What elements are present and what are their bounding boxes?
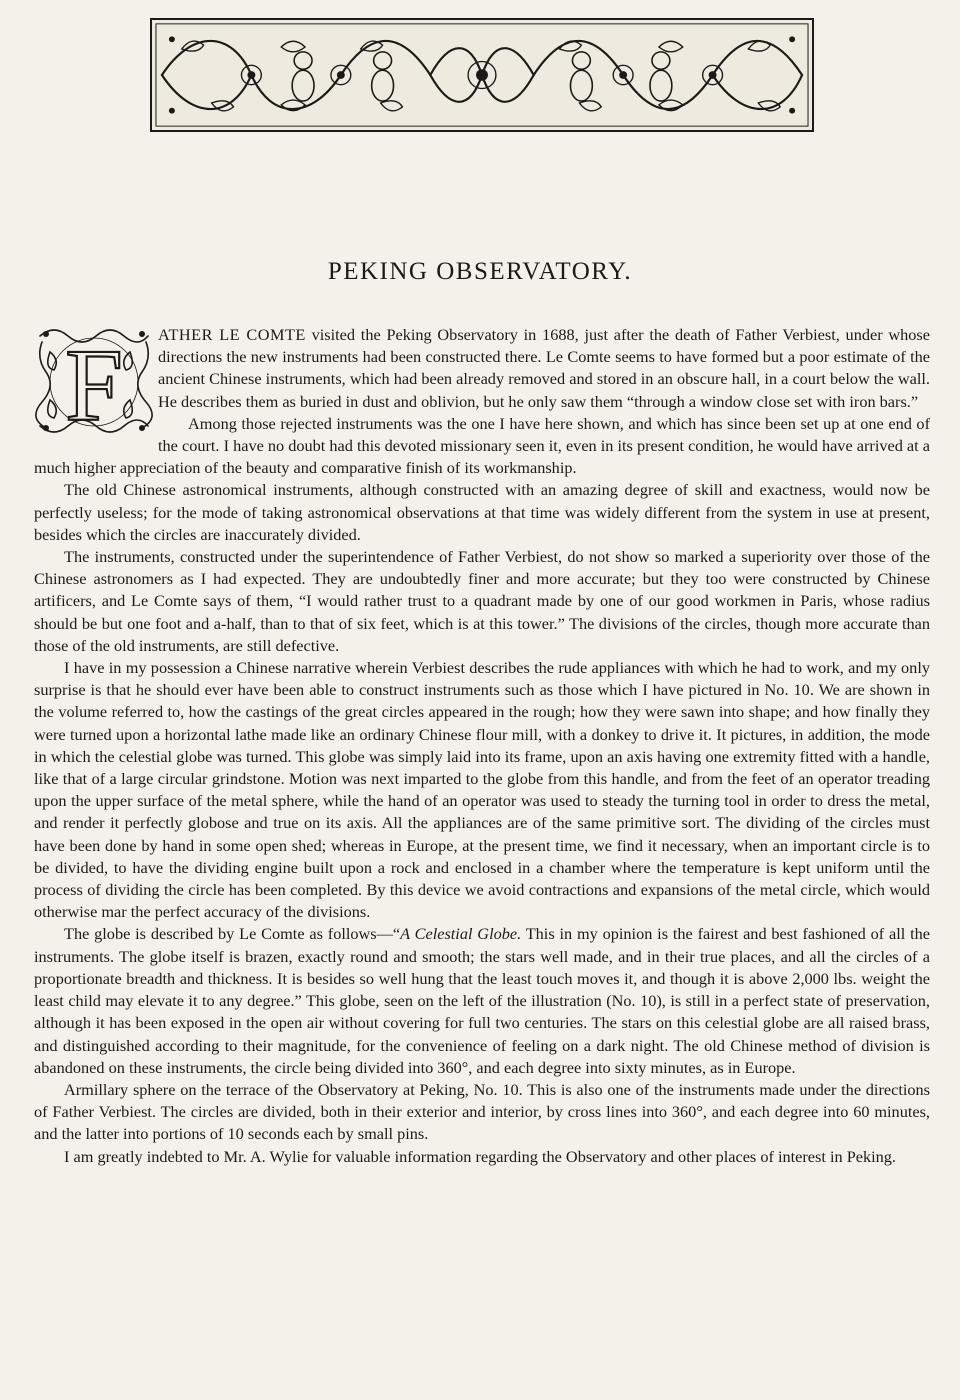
paragraph-5: I have in my possession a Chinese narrative wherein Verbiest describes the rude appliances with which he had to work, and my only surprise is that he should ever have been able to construct instruments such as those which I have pictured in No. 10. We are shown in the volume referred to, how the castings of the great circles appeared in the rough; how they were sawn into shape; and how finally they were turned upon a horizontal lathe made like an ordinary Chinese flour mill, with a donkey to drive it. It pictures, in addition, the mode in which the celestial globe was turned. This globe was simply laid into its frame, upon an axis having one extremity fitted with a handle, like that of a large circular grindstone. Motion was next imparted to the globe from this handle, and from the feet of an operator treading upon the upper surface of the metal sphere, while the hand of an operator was used to steady the turning tool in order to dress the metal, and render it perfectly globose and true on its axis. All the appliances are of the same primitive sort. The dividing of the circles must have been done by hand in some open shed; whereas in Europe, at the present time, we find it necessary, when an important circle is to be divided, to have the dividing engine built upon a rock and enclosed in a chamber where the temperature is kept uniform until the process of dividing the circle has been completed. By this device we avoid contractions and expansions of the metal circle, which would otherwise mar the perfect accuracy of the divisions. (34, 658, 930, 922)
page-title: PEKING OBSERVATORY. (327, 258, 633, 285)
paragraph-3: The old Chinese astronomical instruments, although constructed with an amazing degree of skill and exactness, would now be perfectly useless; for the mode of taking astronomical observations at that time was widely different from the system in use at present, besides which the circles are inaccurately divided. (34, 480, 930, 544)
paragraph-8: I am greatly indebted to Mr. A. Wylie for valuable information regarding the Observatory and other places of interest in Peking. (64, 1146, 896, 1166)
article-body (34, 324, 930, 1168)
dropcap-letter: F (65, 328, 123, 440)
paragraph-4: The instruments, constructed under the superintendence of Father Verbiest, do not show so marked a superiority over those of the Chinese astronomers as I had expected. They are undoubtedly finer and more accurate; but they too were constructed by Chinese artificers, and Le Comte says of them, “I would rather trust to a quadrant made by one of our good workmen in Paris, whose radius should be but one foot and a-half, than to that of six feet, which is at this tower.” The divisions of the circles, though more accurate than those of the old instruments, are still defective. (34, 547, 930, 655)
paragraph-1: ATHER LE COMTE visited the Peking Observatory in 1688, just after the death of Father Verbiest, under whose directions the new instruments had been constructed there. Le Comte seems to have formed but a poor estimate of the ancient Chinese instruments, which had been already removed and stored in an obscure hall, in a court below the wall. He describes them as buried in dust and oblivion, but he only saw them “through a window close set with iron bars.” (158, 325, 930, 411)
paragraph-7: Armillary sphere on the terrace of the Observatory at Peking, No. 10. This is also one of the instruments made under the directions of Father Verbiest. The circles are divided, both in their exterior and interior, by cross lines into 360°, and each degree into 60 minutes, and the latter into portions of 10 seconds each by small pins. (34, 1079, 930, 1144)
paragraph-6: The globe is described by Le Comte as follows—“A Celestial Globe. This in my opinion is the fairest and best fashioned of all the instruments. The globe itself is brazen, exactly round and smooth; the stars well made, and in their true places, and all the circles of a proportionate breadth and thickness. It is besides so well hung that the least touch moves it, and though it is above 2,000 lbs. weight the least child may elevate it to any degree.” This globe, seen on the left of the illustration (No. 10), is still in a perfect state of preservation, although it has been exposed in the open air without covering for full two centuries. The stars on this celestial globe are all raised brass, and distinguished according to their magnitude, for the convenience of feeling on a dark night. The old Chinese method of division is abandoned on these instruments, the circle being divided into 360°, and each degree into sixty minutes, as in Europe. (34, 924, 930, 1077)
scrollwork-ornament-icon (152, 20, 812, 130)
ornamental-headband (150, 18, 814, 132)
paragraph-lead: ATHER LE COMTE (158, 325, 306, 344)
paragraph-2: Among those rejected instruments was the one I have here shown, and which has since been set up at one end of the court. I have no doubt had this devoted missionary seen it, even in its present condition, he would have arrived at a much higher appreciation of the beauty and comparative finish of its workmanship. (34, 413, 930, 478)
italic-phrase: A Celestial Globe. (400, 924, 522, 944)
